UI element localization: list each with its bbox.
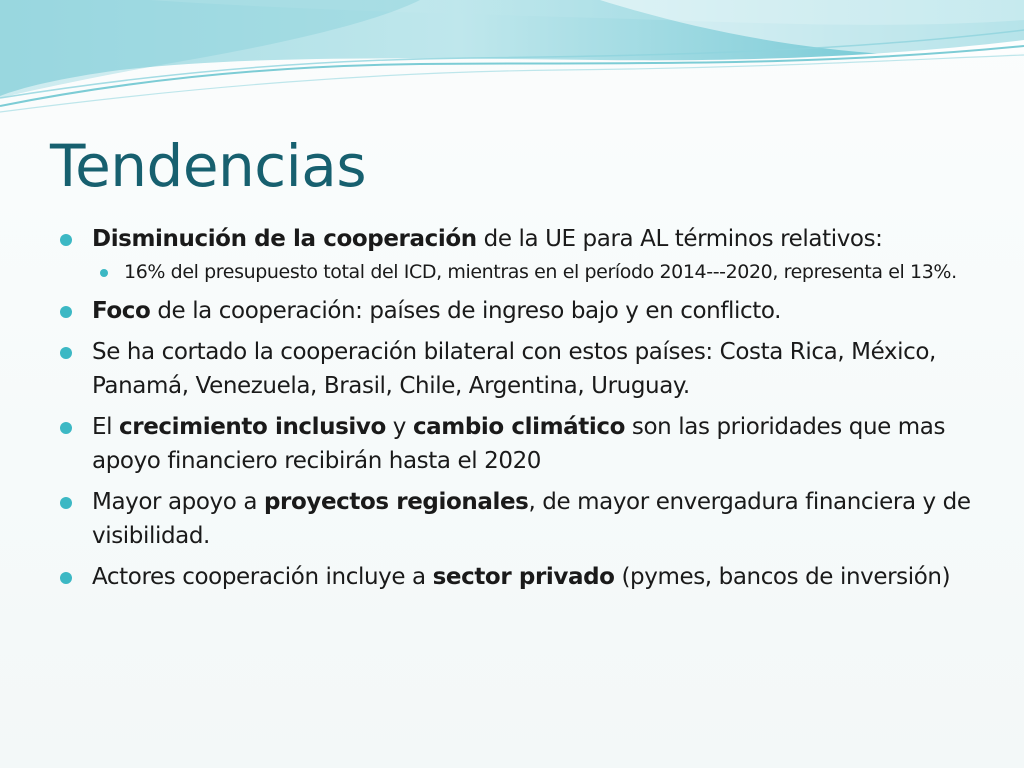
bullet-text: y [385, 414, 413, 440]
sub-bullet-item [100, 258, 980, 287]
bullet-text: Se ha cortado la cooperación bilateral con estos países: Costa Rica, México, Panamá, Venezuela, Brasil, Chile, Argentina, Uruguay. [92, 339, 936, 399]
bullet-text-bold: crecimiento inclusivo [119, 414, 386, 440]
bullet-text: 16% del presupuesto total del ICD, mientras en el período 2014---2020, representa el 13%. [124, 261, 957, 283]
bullet-dot-icon [60, 497, 72, 509]
bullet-text-bold: Disminución de la cooperación [92, 226, 477, 252]
bullet-item [60, 222, 980, 287]
bullet-item [60, 335, 980, 403]
header-wave-decoration [0, 0, 1024, 130]
bullet-text: , de mayor envergadura financiera y de visibilidad. [92, 489, 971, 549]
bullet-list [60, 222, 980, 594]
bullet-dot-icon [60, 234, 72, 246]
bullet-item [60, 485, 980, 553]
bullet-text-bold: Foco [92, 298, 151, 324]
bullet-item [60, 410, 980, 478]
slide-content [60, 222, 980, 601]
bullet-dot-icon [60, 347, 72, 359]
bullet-line [92, 226, 883, 252]
bullet-text: Actores cooperación incluye a [92, 564, 433, 590]
sub-bullet-dot-icon [100, 269, 108, 277]
bullet-text: de la UE para AL términos relativos: [476, 226, 883, 252]
bullet-item [60, 560, 980, 594]
bullet-line [92, 564, 950, 590]
bullet-dot-icon [60, 572, 72, 584]
bullet-line [92, 339, 936, 399]
bullet-dot-icon [60, 422, 72, 434]
bullet-text: (pymes, bancos de inversión) [614, 564, 951, 590]
bullet-line [92, 414, 945, 474]
bullet-text-bold: proyectos regionales [263, 489, 529, 515]
bullet-text: de la cooperación: países de ingreso bajo y en conflicto. [150, 298, 782, 324]
sub-bullet-line [124, 261, 957, 283]
bullet-text: son las prioridades que mas apoyo financiero recibirán hasta el 2020 [92, 414, 946, 474]
sub-bullet-list [92, 258, 980, 287]
slide-title: Tendencias [50, 132, 367, 200]
bullet-text-bold: sector privado [432, 564, 615, 590]
bullet-item [60, 294, 980, 328]
bullet-text: El [92, 414, 120, 440]
bullet-text: Mayor apoyo a [92, 489, 264, 515]
bullet-line [92, 298, 781, 324]
bullet-text-bold: cambio climático [412, 414, 626, 440]
bullet-line [92, 489, 971, 549]
bullet-dot-icon [60, 306, 72, 318]
